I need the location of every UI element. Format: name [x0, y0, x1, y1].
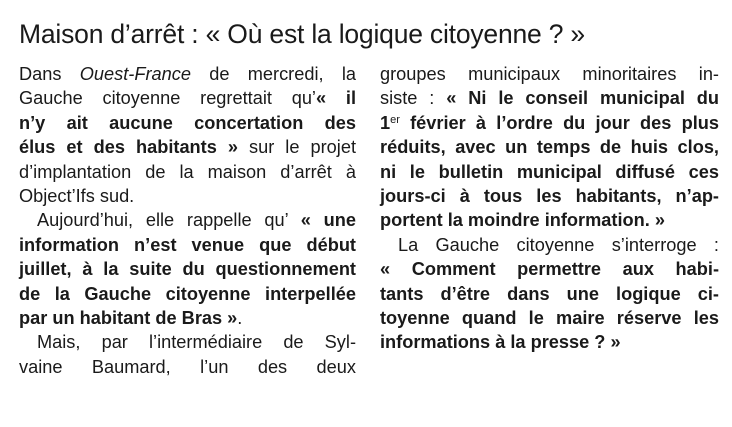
text-line	[380, 257, 719, 281]
text-line	[380, 160, 719, 184]
text-segment: portent la moindre information. »	[380, 210, 665, 231]
text-line	[380, 208, 719, 232]
text-segment: réduits, avec un temps de huis clos,	[380, 137, 719, 158]
text-segment: n’y ait aucune concertation des	[19, 112, 356, 133]
text-segment: La Gauche citoyenne s’interroge :	[398, 234, 719, 255]
text-segment: er	[390, 113, 400, 126]
text-segment: Ouest-France	[79, 64, 191, 84]
text-segment: .	[237, 307, 243, 328]
text-segment: vaine Baumard, l’un des deux	[19, 356, 356, 377]
text-line	[19, 86, 356, 110]
text-segment: juillet, à la suite du questionnement	[19, 259, 356, 280]
text-line	[380, 86, 719, 110]
article-column-left	[19, 62, 356, 379]
text-line	[380, 282, 719, 306]
text-line	[19, 208, 356, 232]
text-segment: « Ni le conseil municipal du	[446, 88, 719, 109]
text-line	[380, 62, 719, 86]
text-line	[380, 111, 719, 135]
text-segment: par un habitant de Bras »	[19, 307, 238, 328]
text-line	[19, 233, 356, 257]
text-segment: Dans	[19, 64, 80, 84]
text-segment: de mercredi, la	[190, 64, 356, 84]
text-segment: groupes municipaux minoritaires in-	[380, 64, 719, 84]
text-segment: siste :	[380, 88, 447, 109]
text-segment: « une	[300, 210, 356, 231]
text-segment: Gauche citoyenne regrettait qu’	[19, 88, 316, 109]
text-line	[19, 306, 356, 330]
text-segment: élus et des habitants »	[19, 137, 238, 158]
text-segment: sur le projet	[237, 137, 356, 158]
text-line	[19, 160, 356, 184]
text-line	[380, 330, 719, 354]
text-segment: ni le bulletin municipal diffusé ces	[380, 161, 719, 182]
text-segment: toyenne quand le maire réserve les	[380, 307, 719, 328]
text-line	[380, 184, 719, 208]
text-segment: jours-ci à tous les habitants, n’ap-	[380, 185, 719, 206]
text-line	[380, 135, 719, 159]
text-segment: Object’Ifs sud.	[19, 185, 135, 206]
text-segment: tants d’être dans une logique ci-	[380, 283, 719, 304]
text-line	[19, 62, 356, 86]
text-line	[19, 282, 356, 306]
text-line	[380, 233, 719, 257]
text-line	[380, 306, 719, 330]
text-line	[19, 257, 356, 281]
text-segment: 1	[380, 112, 391, 133]
text-line	[19, 330, 356, 354]
text-line	[19, 184, 356, 208]
text-segment: « il	[315, 88, 356, 109]
text-line	[19, 111, 356, 135]
text-line	[19, 355, 356, 379]
text-segment: de la Gauche citoyenne interpellée	[19, 283, 356, 304]
text-segment: février à l’ordre du jour des plus	[399, 112, 719, 133]
article-column-right	[380, 62, 719, 355]
text-segment: Aujourd’hui, elle rappelle qu’	[37, 210, 301, 231]
text-segment: information n’est venue que début	[19, 234, 356, 255]
text-segment: « Comment permettre aux habi-	[380, 259, 719, 280]
text-segment: d’implantation de la maison d’arrêt à	[19, 161, 356, 182]
article-headline: Maison d’arrêt : « Où est la logique citoyenne ? »	[19, 19, 585, 49]
text-segment: informations à la presse ? »	[380, 332, 621, 353]
text-segment: Mais, par l’intermédiaire de Syl-	[37, 332, 356, 353]
text-line	[19, 135, 356, 159]
